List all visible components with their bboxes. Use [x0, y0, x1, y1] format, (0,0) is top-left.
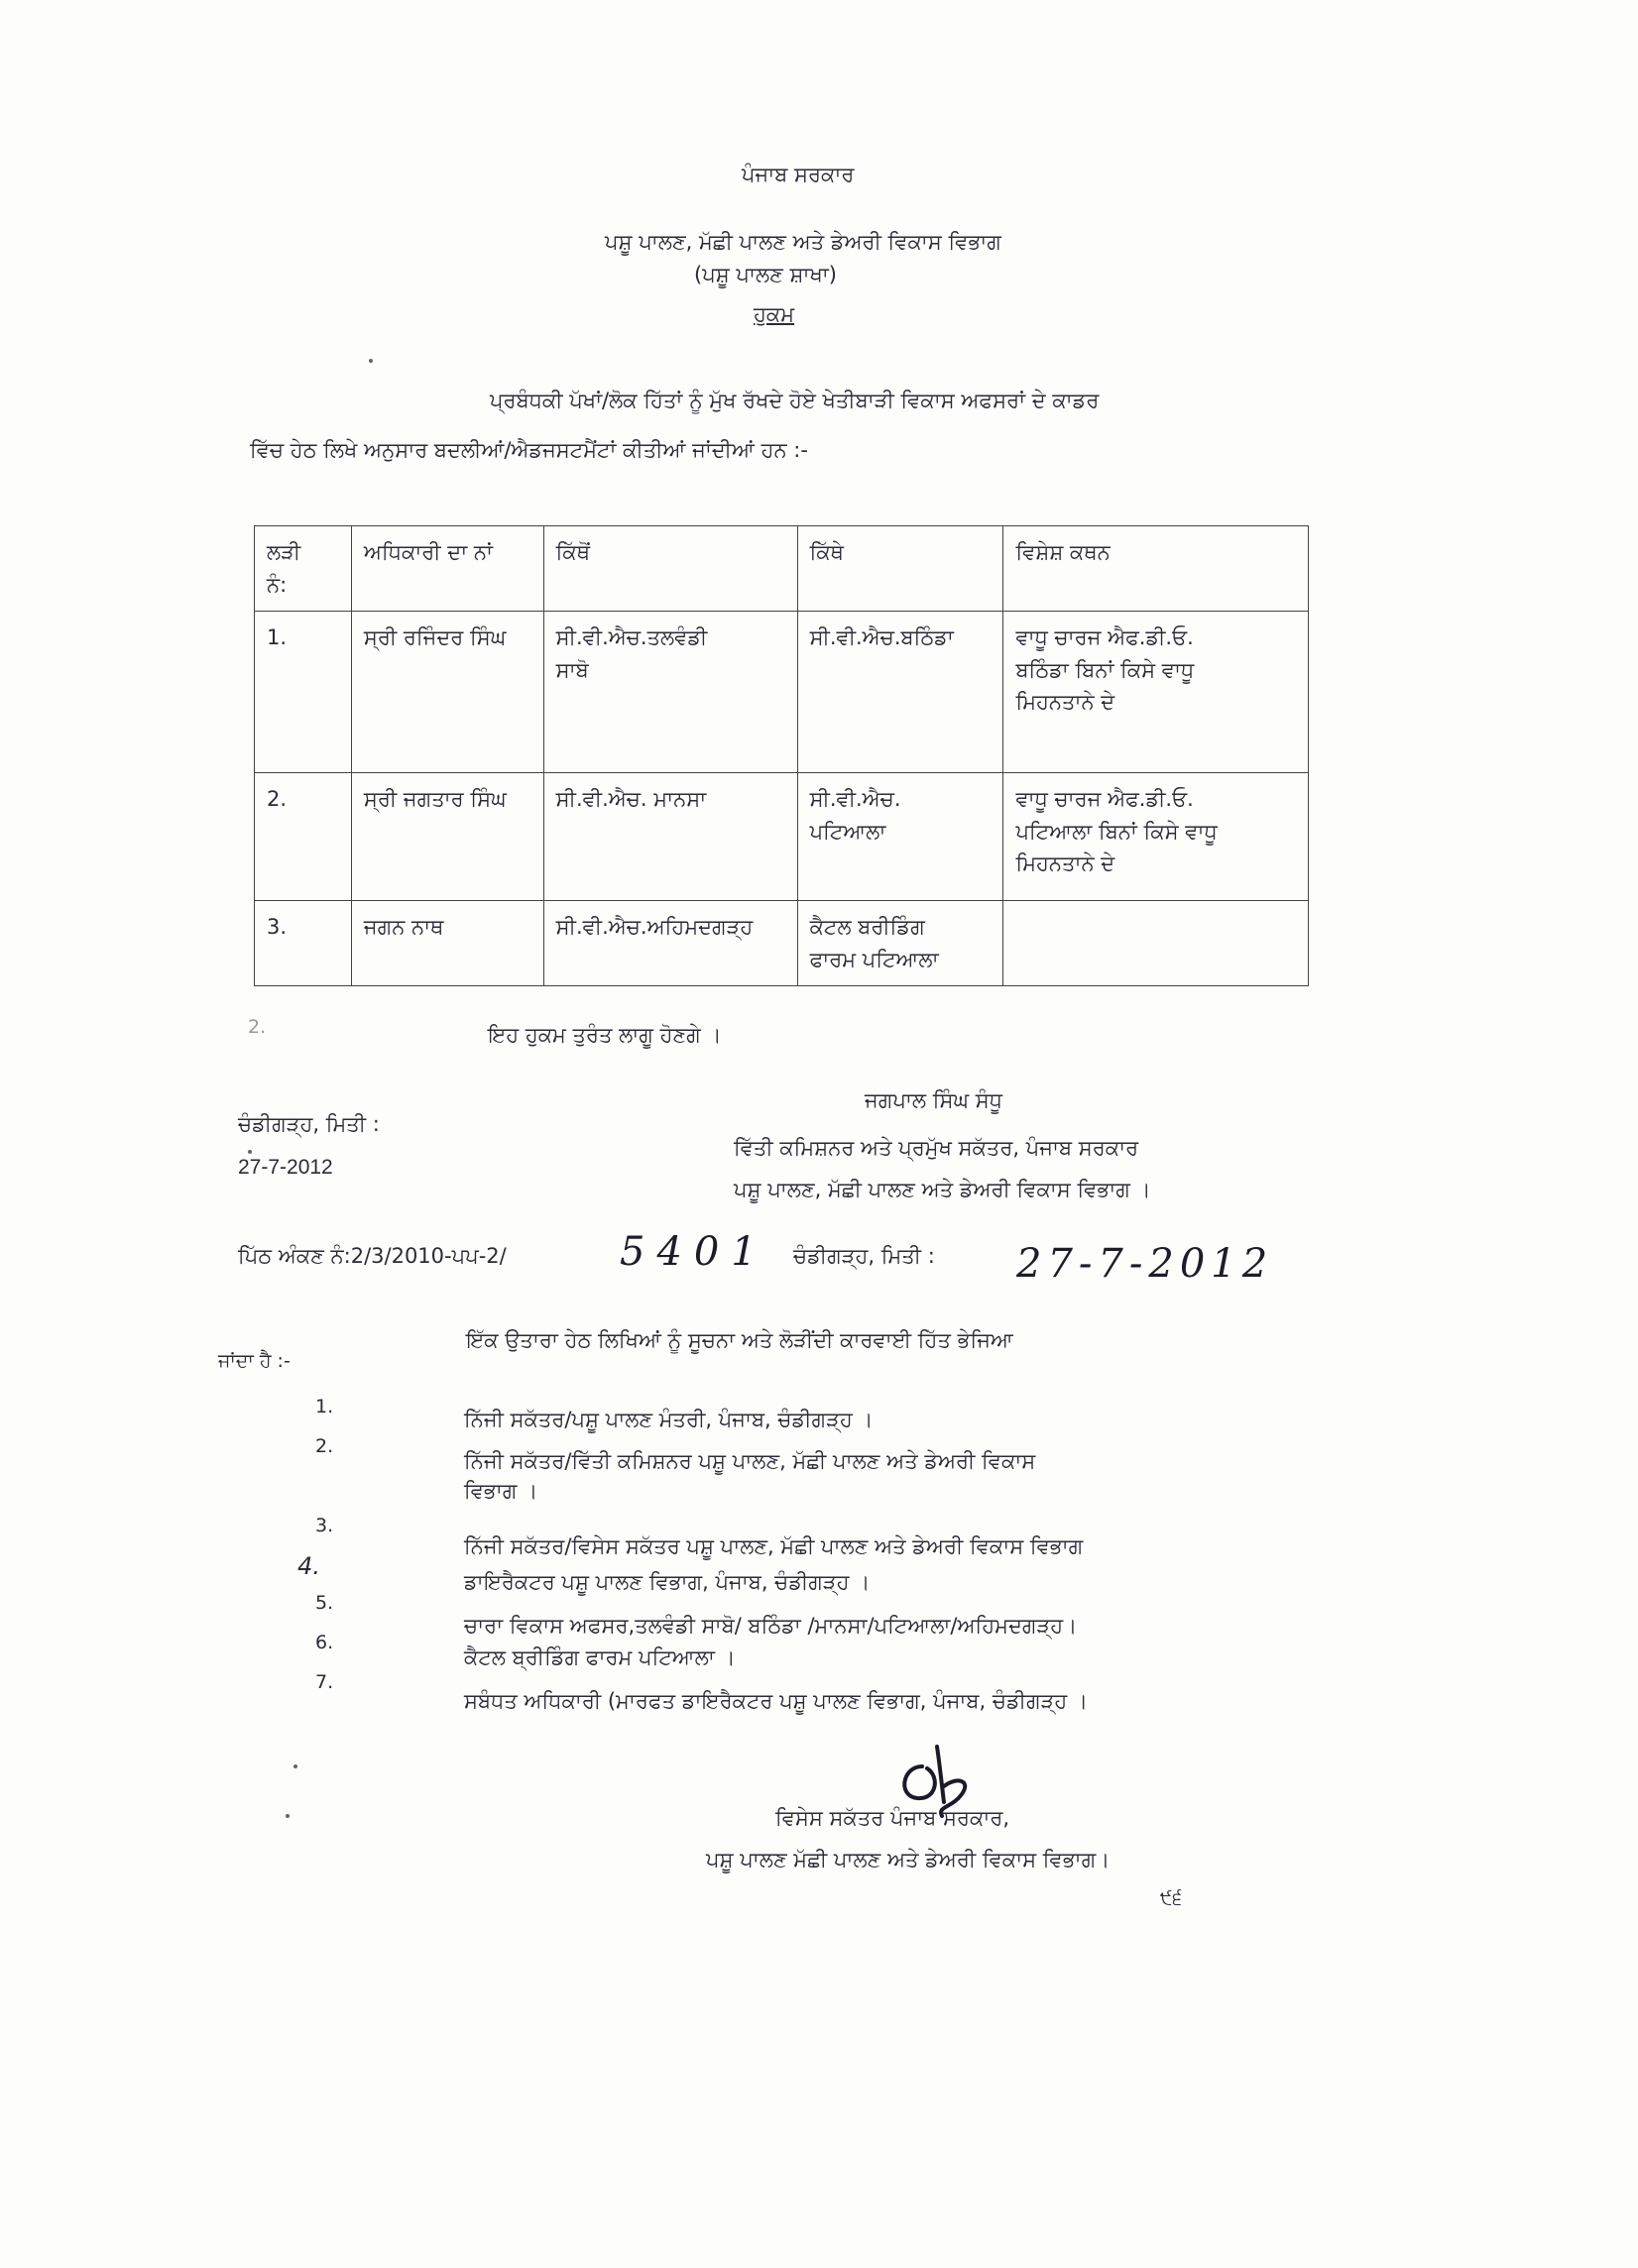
row-remarks-line1: ਵਾਧੂ ਚਾਰਜ ਐਫ.ਡੀ.ਓ. [1015, 625, 1194, 650]
row-remarks [1003, 612, 1309, 773]
header-to: ਕਿੱਥੇ [797, 526, 1003, 612]
recipient-line: ਨਿੱਜੀ ਸਕੱਤਰ/ਵਿਸੇਸ ਸਕੱਤਰ ਪਸ਼ੂ ਪਾਲਣ, ਮੱਛੀ ਪਾਲਣ ਅਤੇ ਡੇਅਰੀ ਵਿਕਾਸ ਵਿਭਾਗ [464, 1534, 1084, 1558]
recipient-num: 1. [315, 1396, 334, 1418]
order-date: 27-7-2012 [238, 1156, 333, 1179]
row-to-line2: ਪਟਿਆਲਾ [809, 819, 886, 844]
row-from-line1: ਸੀ.ਵੀ.ਐਚ.ਤਲਵੰਡੀ [555, 625, 708, 650]
recipient-num: 2. [315, 1435, 334, 1457]
effect-number: 2. [248, 1016, 267, 1038]
row-to [797, 612, 1003, 773]
page-mark: ੯੬ [1160, 1887, 1183, 1909]
row-from [543, 773, 797, 901]
row-from [543, 901, 797, 986]
recipient-num: 4. [297, 1552, 320, 1580]
row-to [797, 901, 1003, 986]
row-serial: 1. [255, 612, 352, 773]
row-from [543, 612, 797, 773]
row-remarks-line2: ਬਠਿੰਡਾ ਬਿਨਾਂ ਕਿਸੇ ਵਾਧੂ [1015, 657, 1195, 682]
scan-speck [293, 1764, 297, 1768]
order-title: ਹੁਕਮ [754, 302, 795, 326]
table-header-row [255, 526, 1309, 612]
row-serial: 2. [255, 773, 352, 901]
recipient-line: ਡਾਇਰੈਕਟਰ ਪਸ਼ੂ ਪਾਲਣ ਵਿਭਾਗ, ਪੰਜਾਬ, ਚੰਡੀਗੜ੍ਹ । [464, 1570, 871, 1594]
header-name: ਅਧਿਕਾਰੀ ਦਾ ਨਾਂ [351, 526, 543, 612]
intro-line-1: ਪ੍ਰਬੰਧਕੀ ਪੱਖਾਂ/ਲੋਕ ਹਿੱਤਾਂ ਨੂੰ ਮੁੱਖ ਰੱਖਦੇ ਹੋਏ ਖੇਤੀਬਾੜੀ ਵਿਕਾਸ ਅਫਸਰਾਂ ਦੇ ਕਾਡਰ [490, 389, 1100, 412]
recipient-line-2: ਵਿਭਾਗ । [464, 1479, 538, 1503]
row-from-line1: ਸੀ.ਵੀ.ਐਚ.ਅਹਿਮਦਗੜ੍ਹ [555, 915, 754, 940]
copy-line-1: ਇੱਕ ਉਤਾਰਾ ਹੇਠ ਲਿਖਿਆਂ ਨੂੰ ਸੂਚਨਾ ਅਤੇ ਲੋੜੀਂਦੀ ਕਾਰਵਾਈ ਹਿੱਤ ਭੇਜਿਆ [466, 1328, 1013, 1352]
recipient-line: ਨਿੱਜੀ ਸਕੱਤਰ/ਪਸ਼ੂ ਪਾਲਣ ਮੰਤਰੀ, ਪੰਜਾਬ, ਚੰਡੀਗੜ੍ਹ । [464, 1408, 874, 1431]
recipient-num: 5. [315, 1592, 334, 1614]
table-row [255, 901, 1309, 986]
effect-text: ਇਹ ਹੁਕਮ ਤੁਰੰਤ ਲਾਗੂ ਹੋਣਗੇ । [488, 1023, 722, 1047]
department-title: ਪਸ਼ੂ ਪਾਲਣ, ਮੱਛੀ ਪਾਲਣ ਅਤੇ ਡੇਅਰੀ ਵਿਕਾਸ ਵਿਭਾਗ [605, 230, 1001, 254]
scan-speck [286, 1814, 290, 1818]
recipient-num: 6. [315, 1632, 334, 1653]
scan-speck [248, 1150, 252, 1154]
recipient-line: ਸਬੰਧਤ ਅਧਿਕਾਰੀ (ਮਾਰਫਤ ਡਾਇਰੈਕਟਰ ਪਸ਼ੂ ਪਾਲਣ ਵਿਭਾਗ, ਪੰਜਾਬ, ਚੰਡੀਗੜ੍ਹ । [464, 1689, 1089, 1713]
table-row [255, 773, 1309, 901]
recipient-num: 7. [315, 1671, 334, 1693]
place-date-label: ਚੰਡੀਗੜ੍ਹ, ਮਿਤੀ : [238, 1112, 380, 1136]
signatory-department: ਪਸ਼ੂ ਪਾਲਣ, ਮੱਛੀ ਪਾਲਣ ਅਤੇ ਡੇਅਰੀ ਵਿਕਾਸ ਵਿਭਾਗ । [734, 1178, 1151, 1201]
row-name: ਜਗਨ ਨਾਥ [351, 901, 543, 986]
row-remarks-line3: ਮਿਹਨਤਾਨੇ ਦੇ [1015, 690, 1115, 715]
row-to-line2: ਫਾਰਮ ਪਟਿਆਲਾ [809, 947, 939, 971]
transfer-table [254, 525, 1309, 986]
final-signatory-department: ਪਸ਼ੂ ਪਾਲਣ ਮੱਛੀ ਪਾਲਣ ਅਤੇ ਡੇਅਰੀ ਵਿਕਾਸ ਵਿਭਾਗ। [706, 1848, 1111, 1871]
scan-speck [369, 359, 373, 363]
row-remarks-line1: ਵਾਧੂ ਚਾਰਜ ਐਫ.ਡੀ.ਓ. [1015, 787, 1194, 812]
row-name: ਸ੍ਰੀ ਜਗਤਾਰ ਸਿੰਘ [351, 773, 543, 901]
row-to-line1: ਸੀ.ਵੀ.ਐਚ. [809, 787, 901, 812]
table-row [255, 612, 1309, 773]
row-to-line1: ਸੀ.ਵੀ.ਐਚ.ਬਠਿੰਡਾ [809, 625, 954, 650]
row-remarks-line2: ਪਟਿਆਲਾ ਬਿਨਾਂ ਕਿਸੇ ਵਾਧੂ [1015, 819, 1218, 844]
copy-line-2: ਜਾਂਦਾ ਹੈ :- [218, 1350, 291, 1372]
endorsement-place-label: ਚੰਡੀਗੜ੍ਹ, ਮਿਤੀ : [793, 1244, 935, 1268]
row-remarks-line3: ਮਿਹਨਤਾਨੇ ਦੇ [1015, 851, 1115, 876]
row-from-line2: ਸਾਬੋ [555, 657, 589, 682]
endorsement-ref-number: 5401 [620, 1229, 768, 1275]
header-from: ਕਿੱਥੋਂ [543, 526, 797, 612]
recipient-line: ਕੈਟਲ ਬ੍ਰੀਡਿੰਗ ਫਾਰਮ ਪਟਿਆਲਾ । [464, 1645, 736, 1669]
row-remarks [1003, 773, 1309, 901]
row-to [797, 773, 1003, 901]
row-name: ਸ੍ਰੀ ਰਜਿੰਦਰ ਸਿੰਘ [351, 612, 543, 773]
branch-title: (ਪਸ਼ੂ ਪਾਲਣ ਸ਼ਾਖਾ) [694, 263, 837, 286]
header-serial-line1: ਲੜੀ [267, 540, 301, 564]
row-serial: 3. [255, 901, 352, 986]
government-title: ਪੰਜਾਬ ਸਰਕਾਰ [742, 163, 855, 186]
recipient-num: 3. [315, 1515, 334, 1536]
header-remarks: ਵਿਸ਼ੇਸ਼ ਕਥਨ [1003, 526, 1309, 612]
row-remarks [1003, 901, 1309, 986]
row-to-line1: ਕੈਟਲ ਬਰੀਡਿੰਗ [809, 915, 925, 940]
header-serial [255, 526, 352, 612]
endorsement-ref-label: ਪਿੱਠ ਅੰਕਣ ਨੰ:2/3/2010-ਪਪ-2/ [238, 1244, 507, 1268]
header-serial-line2: ਨੰ: [267, 572, 288, 597]
row-from-line1: ਸੀ.ਵੀ.ਐਚ. ਮਾਨਸਾ [555, 787, 707, 812]
signatory-designation: ਵਿੱਤੀ ਕਮਿਸ਼ਨਰ ਅਤੇ ਪ੍ਰਮੁੱਖ ਸਕੱਤਰ, ਪੰਜਾਬ ਸਰਕਾਰ [734, 1136, 1139, 1160]
recipient-line: ਨਿੱਜੀ ਸਕੱਤਰ/ਵਿੱਤੀ ਕਮਿਸ਼ਨਰ ਪਸ਼ੂ ਪਾਲਣ, ਮੱਛੀ ਪਾਲਣ ਅਤੇ ਡੇਅਰੀ ਵਿਕਾਸ [464, 1449, 1036, 1473]
intro-line-2: ਵਿੱਚ ਹੇਠ ਲਿਖੇ ਅਨੁਸਾਰ ਬਦਲੀਆਂ/ਐਡਜਸਟਮੈਂਟਾਂ ਕੀਤੀਆਂ ਜਾਂਦੀਆਂ ਹਨ :- [250, 438, 808, 462]
final-signatory-designation: ਵਿਸੇਸ ਸਕੱਤਰ ਪੰਜਾਬ ਸਰਕਾਰ, [775, 1806, 1010, 1830]
signatory-name: ਜਗਪਾਲ ਸਿੰਘ ਸੰਧੂ [865, 1088, 1003, 1112]
endorsement-date-handwritten: 27-7-2012 [1016, 1241, 1274, 1287]
recipient-line: ਚਾਰਾ ਵਿਕਾਸ ਅਫਸਰ,ਤਲਵੰਡੀ ਸਾਬੋ/ ਬਠਿੰਡਾ /ਮਾਨਸਾ/ਪਟਿਆਲਾ/ਅਹਿਮਦਗੜ੍ਹ। [464, 1614, 1078, 1638]
